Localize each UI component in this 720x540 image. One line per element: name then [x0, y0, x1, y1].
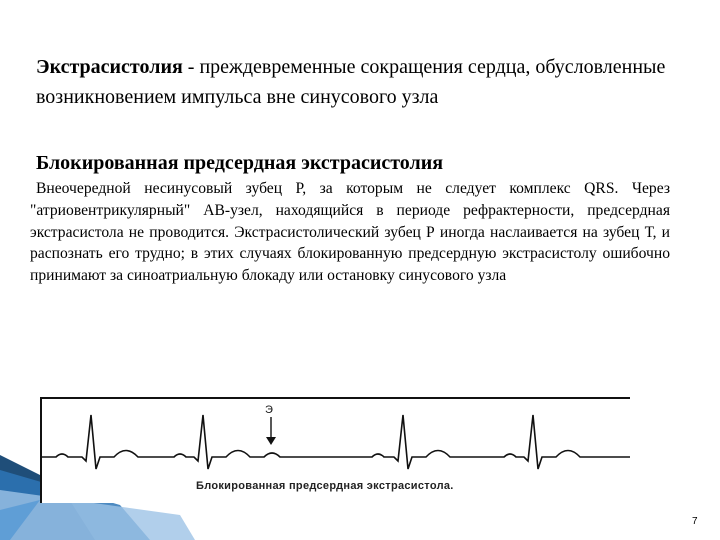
definition-text: - преждевременные сокращения сердца, обусловленные возникновением импульса вне синусового узла	[36, 56, 666, 108]
definition-term: Экстрасистолия	[36, 56, 183, 78]
ecg-caption: Блокированная предсердная экстрасистола.	[196, 480, 454, 492]
ecg-marker-arrowhead	[266, 437, 276, 445]
ecg-waveform	[42, 415, 630, 469]
body-paragraph: Внеочередной несинусовый зубец Р, за которым не следует комплекс QRS. Через "атриовентрикулярный" АВ-узел, находящийся в периоде рефрактерности, предсердная экстрасистола не проводится. Экстрасистолический зубец Р иногда наслаивается на зубец Т, и распознать его трудно; в этих случаях блокированную предсердную экстрасистолу ошибочно принимают за синоатриальную блокаду или остановку синусового узла	[30, 180, 670, 285]
section-title: Блокированная предсердная экстрасистолия	[36, 152, 444, 174]
ecg-marker-label: Э	[265, 404, 273, 416]
page-number: 7	[692, 516, 698, 527]
definition	[36, 52, 696, 112]
